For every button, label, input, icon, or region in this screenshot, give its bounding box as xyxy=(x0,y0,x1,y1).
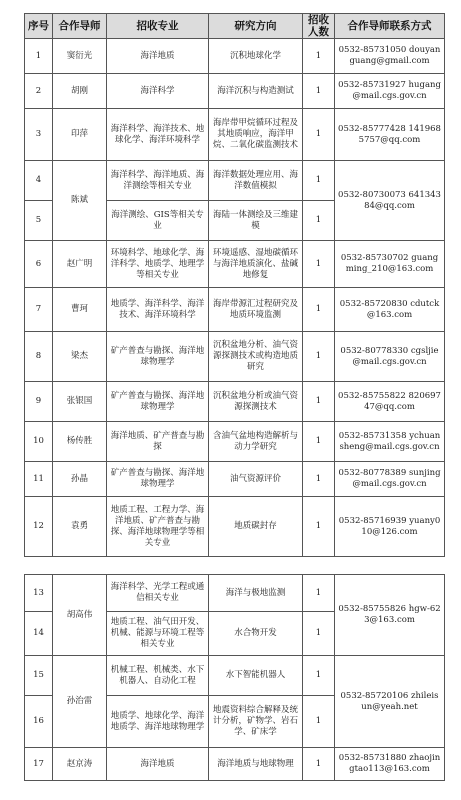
row-major: 地质学、海洋科学、海洋技术、海洋环境科学 xyxy=(107,288,209,332)
row-advisor: 窦衍光 xyxy=(53,39,107,74)
row-direction: 海洋数据处理应用、海洋数值模拟 xyxy=(209,161,303,201)
row-direction: 沉积地球化学 xyxy=(209,39,303,74)
table-row xyxy=(25,241,445,288)
row-count: 1 xyxy=(303,462,335,497)
row-major: 环境科学、地球化学、海洋科学、地质学、地理学等相关专业 xyxy=(107,241,209,288)
row-contact: 0532-85720830 cdutck@163.com xyxy=(335,288,445,332)
table-row xyxy=(25,462,445,497)
table-row xyxy=(25,332,445,382)
row-major: 矿产普查与勘探、海洋地球物理学 xyxy=(107,332,209,382)
table-row xyxy=(25,422,445,462)
row-major: 机械工程、机械类、水下机器人、自动化工程 xyxy=(107,656,209,696)
row-no: 3 xyxy=(25,109,53,161)
row-no: 8 xyxy=(25,332,53,382)
row-direction: 海洋沉积与构造测试 xyxy=(209,74,303,109)
header-count: 招收人数 xyxy=(303,14,335,39)
row-major: 海洋科学、海洋技术、地球化学、海洋环境科学 xyxy=(107,109,209,161)
row-count: 1 xyxy=(303,422,335,462)
row-no: 4 xyxy=(25,161,53,201)
row-count: 1 xyxy=(303,109,335,161)
row-count: 1 xyxy=(303,201,335,241)
row-advisor: 印萍 xyxy=(53,109,107,161)
table-row xyxy=(25,288,445,332)
row-direction: 海陆一体测绘及三维建模 xyxy=(209,201,303,241)
row-no: 1 xyxy=(25,39,53,74)
row-major: 地质工程、工程力学、海洋地质、矿产普查与勘探、海洋地球物理学等相关专业 xyxy=(107,497,209,557)
row-contact: 0532-80778389 sunjing@mail.cgs.gov.cn xyxy=(335,462,445,497)
row-count: 1 xyxy=(303,39,335,74)
row-count: 1 xyxy=(303,161,335,201)
row-advisor: 胡刚 xyxy=(53,74,107,109)
row-direction: 地质碳封存 xyxy=(209,497,303,557)
row-contact: 0532-85730702 guangming_210@163.com xyxy=(335,241,445,288)
row-direction: 含油气盆地构造解析与动力学研究 xyxy=(209,422,303,462)
row-advisor: 赵京涛 xyxy=(53,748,107,781)
row-count: 1 xyxy=(303,241,335,288)
row-advisor: 曹珂 xyxy=(53,288,107,332)
table-row xyxy=(25,109,445,161)
row-no: 13 xyxy=(25,575,53,612)
row-major: 地质工程、油气田开发、机械、能源与环境工程等相关专业 xyxy=(107,612,209,656)
row-direction: 水合物开发 xyxy=(209,612,303,656)
table-row xyxy=(25,161,445,201)
row-count: 1 xyxy=(303,382,335,422)
row-major: 海洋科学 xyxy=(107,74,209,109)
row-no: 7 xyxy=(25,288,53,332)
row-direction: 海洋与极地监测 xyxy=(209,575,303,612)
row-count: 1 xyxy=(303,612,335,656)
table-row xyxy=(25,575,445,612)
row-count: 1 xyxy=(303,696,335,748)
row-no: 6 xyxy=(25,241,53,288)
row-no: 14 xyxy=(25,612,53,656)
header-major: 招收专业 xyxy=(107,14,209,39)
row-count: 1 xyxy=(303,497,335,557)
row-direction: 沉积盆地分析、油气资源探测技术或构造地质研究 xyxy=(209,332,303,382)
row-major: 海洋地质 xyxy=(107,748,209,781)
advisor-table-part2 xyxy=(24,574,445,781)
row-no: 2 xyxy=(25,74,53,109)
row-direction: 海岸带甲烷循环过程及其地质响应，海洋甲烷、二氧化碳监测技术 xyxy=(209,109,303,161)
row-advisor: 张银国 xyxy=(53,382,107,422)
row-major: 海洋地质 xyxy=(107,39,209,74)
row-contact: 0532-85716939 yuany010@126.com xyxy=(335,497,445,557)
table-row xyxy=(25,382,445,422)
row-direction: 环境遥感、湿地碳循环与海洋地质演化、盐碱地修复 xyxy=(209,241,303,288)
table-row xyxy=(25,39,445,74)
row-major: 海洋科学、海洋地质、海洋测绘等相关专业 xyxy=(107,161,209,201)
row-contact: 0532-85755826 hgw-623@163.com xyxy=(335,575,445,656)
row-contact: 0532-85731358 ychuansheng@mail.cgs.gov.cn xyxy=(335,422,445,462)
table-row xyxy=(25,497,445,557)
row-count: 1 xyxy=(303,575,335,612)
row-direction: 油气资源评价 xyxy=(209,462,303,497)
row-count: 1 xyxy=(303,74,335,109)
row-count: 1 xyxy=(303,748,335,781)
row-count: 1 xyxy=(303,656,335,696)
header-contact: 合作导师联系方式 xyxy=(335,14,445,39)
advisor-table-part1 xyxy=(24,13,445,557)
row-direction: 水下智能机器人 xyxy=(209,656,303,696)
row-count: 1 xyxy=(303,332,335,382)
table-row xyxy=(25,748,445,781)
row-no: 10 xyxy=(25,422,53,462)
header-direction: 研究方向 xyxy=(209,14,303,39)
header-row xyxy=(25,14,445,39)
row-major: 矿产普查与勘探、海洋地球物理学 xyxy=(107,462,209,497)
row-major: 海洋科学、光学工程或通信相关专业 xyxy=(107,575,209,612)
row-advisor: 孙治雷 xyxy=(53,656,107,748)
row-contact: 0532-80730073 64134384@qq.com xyxy=(335,161,445,241)
row-no: 16 xyxy=(25,696,53,748)
row-advisor: 杨传胜 xyxy=(53,422,107,462)
row-advisor: 胡高伟 xyxy=(53,575,107,656)
row-count: 1 xyxy=(303,288,335,332)
header-advisor: 合作导师 xyxy=(53,14,107,39)
row-contact: 0532-85777428 1419685757@qq.com xyxy=(335,109,445,161)
row-no: 17 xyxy=(25,748,53,781)
row-direction: 沉积盆地分析或油气资源探测技术 xyxy=(209,382,303,422)
row-contact: 0532-85731050 douyanguang@gmail.com xyxy=(335,39,445,74)
row-no: 5 xyxy=(25,201,53,241)
row-contact: 0532-85755822 82069747@qq.com xyxy=(335,382,445,422)
row-no: 15 xyxy=(25,656,53,696)
row-no: 11 xyxy=(25,462,53,497)
header-no: 序号 xyxy=(25,14,53,39)
row-no: 12 xyxy=(25,497,53,557)
row-major: 矿产普查与勘探、海洋地球物理学 xyxy=(107,382,209,422)
row-advisor: 孙晶 xyxy=(53,462,107,497)
row-contact: 0532-85731927 hugang@mail.cgs.gov.cn xyxy=(335,74,445,109)
row-contact: 0532-85731880 zhaojingtao113@163.com xyxy=(335,748,445,781)
row-major: 海洋地质、矿产普查与勘探 xyxy=(107,422,209,462)
row-contact: 0532-80778330 cgsljie@mail.cgs.gov.cn xyxy=(335,332,445,382)
row-advisor: 陈斌 xyxy=(53,161,107,241)
row-advisor: 梁杰 xyxy=(53,332,107,382)
row-direction: 地震资料综合解释及统计分析，矿物学、岩石学、矿床学 xyxy=(209,696,303,748)
row-advisor: 赵广明 xyxy=(53,241,107,288)
row-major: 海洋测绘、GIS等相关专业 xyxy=(107,201,209,241)
table-row xyxy=(25,74,445,109)
row-direction: 海岸带源汇过程研究及地质环境监测 xyxy=(209,288,303,332)
row-contact: 0532-85720106 zhileisun@yeah.net xyxy=(335,656,445,748)
row-direction: 海洋地质与地球物理 xyxy=(209,748,303,781)
table-row xyxy=(25,656,445,696)
row-no: 9 xyxy=(25,382,53,422)
row-advisor: 袁勇 xyxy=(53,497,107,557)
row-major: 地质学、地球化学、海洋地质学、海洋地球物理学 xyxy=(107,696,209,748)
